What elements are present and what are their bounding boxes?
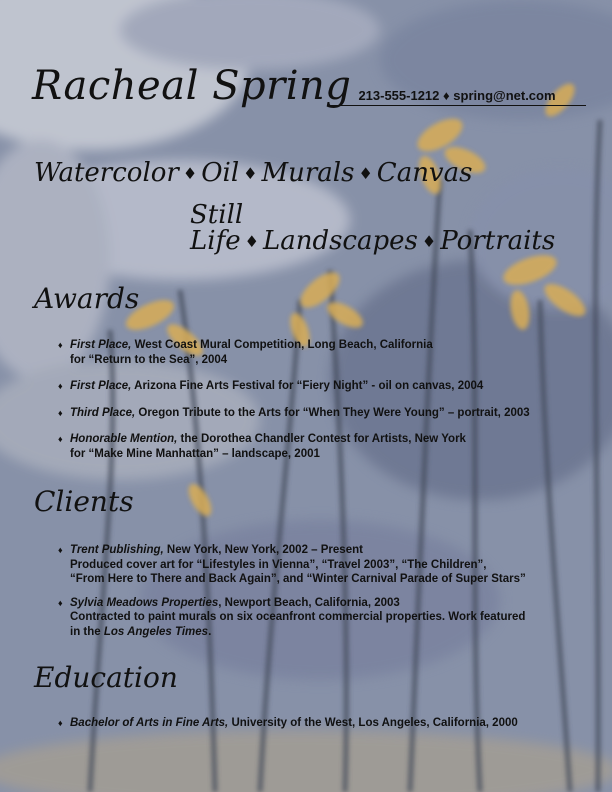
medium: Oil bbox=[201, 158, 240, 188]
media-line-2 bbox=[190, 202, 612, 254]
client-title: Sylvia Meadows Properties bbox=[70, 596, 219, 609]
client-text-suffix: . bbox=[208, 625, 212, 638]
client-title: Trent Publishing, bbox=[70, 544, 164, 556]
list-item bbox=[58, 338, 588, 367]
award-text-line2: for “Make Mine Manhattan” – landscape, 2001 bbox=[70, 447, 320, 460]
medium: Still Life bbox=[190, 200, 244, 256]
media-line-1 bbox=[34, 160, 472, 186]
award-text: West Coast Mural Competition, Long Beach, California bbox=[131, 339, 433, 351]
diamond-bullet-icon: ♦ bbox=[58, 381, 63, 391]
client-text: New York, New York, 2002 – Present bbox=[163, 544, 363, 556]
medium: Watercolor bbox=[34, 158, 179, 188]
diamond-bullet-icon: ♦ bbox=[58, 718, 63, 728]
contact-line bbox=[328, 88, 586, 106]
awards-heading: Awards bbox=[34, 282, 140, 315]
medium: Murals bbox=[261, 158, 355, 188]
award-title: First Place, bbox=[70, 380, 132, 392]
list-item bbox=[58, 543, 588, 587]
list-item bbox=[58, 596, 588, 640]
medium: Landscapes bbox=[262, 226, 418, 256]
diamond-bullet-icon: ♦ bbox=[58, 545, 63, 555]
degree-title: Bachelor of Arts in Fine Arts, bbox=[70, 717, 229, 729]
client-text-line2: Contracted to paint murals on six oceanfront commercial properties. Work featured bbox=[70, 611, 526, 623]
diamond-bullet-icon: ♦ bbox=[58, 407, 63, 418]
award-text: Arizona Fine Arts Festival for “Fiery Night” - oil on canvas, 2004 bbox=[131, 380, 484, 392]
diamond-icon: ♦ bbox=[421, 232, 437, 251]
education-heading: Education bbox=[34, 661, 178, 694]
email-address: spring@net.com bbox=[453, 88, 556, 103]
award-text-line2: for “Return to the Sea”, 2004 bbox=[70, 353, 228, 366]
clients-heading: Clients bbox=[34, 485, 134, 518]
list-item bbox=[58, 716, 588, 731]
diamond-icon: ♦ bbox=[243, 164, 258, 183]
diamond-bullet-icon: ♦ bbox=[58, 597, 63, 608]
award-title: First Place, bbox=[70, 339, 132, 351]
applicant-name: Racheal Spring bbox=[32, 63, 352, 109]
list-item bbox=[58, 432, 588, 461]
client-text: , Newport Beach, California, 2003 bbox=[218, 596, 400, 609]
diamond-icon: ♦ bbox=[244, 232, 259, 251]
diamond-bullet-icon: ♦ bbox=[58, 340, 63, 350]
diamond-bullet-icon: ♦ bbox=[58, 434, 63, 444]
award-text: the Dorothea Chandler Contest for Artists, New York bbox=[177, 433, 466, 445]
award-text: Oregon Tribute to the Arts for “When They Were Young” – portrait, 2003 bbox=[135, 406, 530, 419]
award-title: Third Place, bbox=[70, 406, 136, 419]
client-text-line3: “From Here to There and Back Again”, and “Winter Carnival Parade of Super Stars” bbox=[70, 573, 526, 585]
degree-text: University of the West, Los Angeles, California, 2000 bbox=[228, 717, 518, 729]
award-title: Honorable Mention, bbox=[70, 433, 178, 445]
diamond-icon: ♦ bbox=[358, 164, 373, 183]
list-item bbox=[58, 406, 588, 421]
clients-list bbox=[58, 543, 588, 648]
client-text-prefix: in the bbox=[70, 625, 104, 638]
client-text-line3 bbox=[70, 625, 588, 640]
publication-name: Los Angeles Times bbox=[103, 625, 209, 638]
client-text-line2: Produced cover art for “Lifestyles in Vienna”, “Travel 2003”, “The Children”, bbox=[70, 558, 487, 571]
education-list bbox=[58, 716, 588, 731]
contact-separator-icon: ♦ bbox=[443, 88, 450, 103]
awards-list bbox=[58, 338, 588, 473]
phone-number: 213-555-1212 bbox=[358, 88, 440, 103]
diamond-icon: ♦ bbox=[182, 164, 198, 183]
list-item bbox=[58, 379, 588, 394]
medium: Canvas bbox=[376, 158, 473, 188]
medium: Portraits bbox=[440, 226, 556, 256]
